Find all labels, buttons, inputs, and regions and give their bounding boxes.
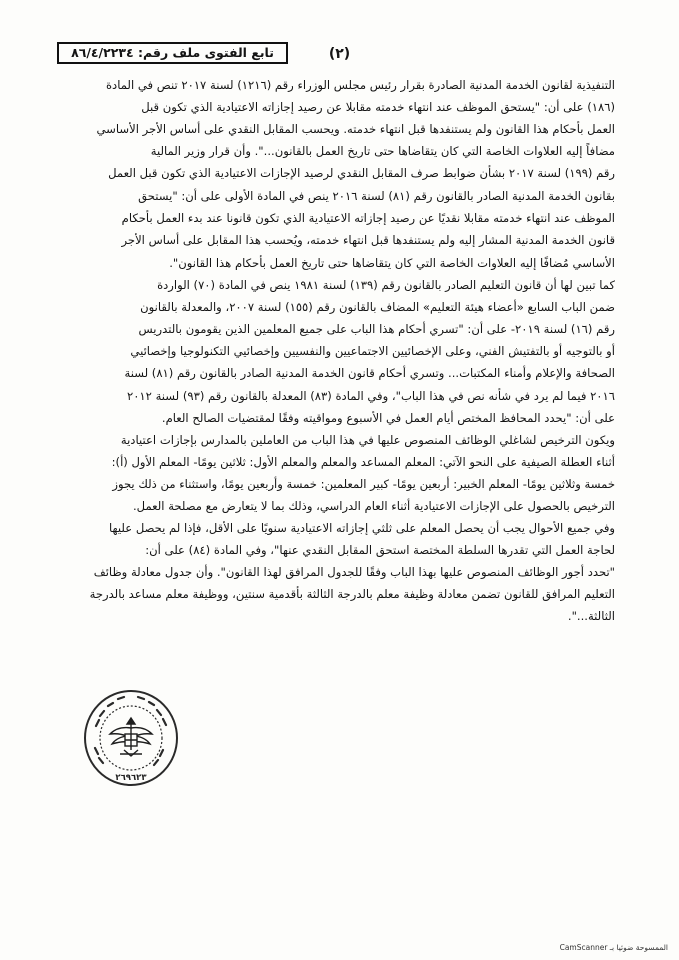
- body-line: الثالثة...".: [567, 609, 615, 623]
- seal-stamp-icon: [82, 688, 180, 788]
- body-line: رقم (١٦) لسنة ٢٠١٩- على أن: "تسري أحكام هذا الباب على جميع المعلمين الذين يقومون بالتدريس: [138, 322, 615, 336]
- body-line: ٢٠١٦ فيما لم يرد في شأنه نص في هذا الباب"، وفي المادة (٨٣) المعدلة بالقانون رقم (٩٣) لسنة ٢٠١٢: [126, 389, 615, 403]
- body-line: مضافاً إليه العلاوات الخاصة التي كان يتقاضاها حتى تاريخ العمل بالقانون...". وأن قرار وزير المالية: [150, 144, 615, 158]
- body-line: لحاجة العمل التي تقدرها السلطة المختصة استحق المقابل النقدي عنها"، وفي المادة (٨٤) على أن:: [145, 543, 615, 557]
- body-line: أو بالتوجيه أو بالتفتيش الفني، وعلى الإخصائيين الاجتماعيين والنفسيين وإخصائيي التكنولوجيا وإخصائيي: [130, 344, 615, 358]
- official-seal: [82, 688, 180, 788]
- body-line: ويكون الترخيص لشاغلي الوظائف المنصوص عليها في هذا الباب من العاملين بالمدارس بإجازات اعتيادية: [120, 433, 615, 447]
- body-line: الأساسي مُضافًا إليه العلاوات الخاصة التي كان يتقاضاها حتى تاريخ العمل بأحكام هذا القانون".: [169, 256, 615, 270]
- body-line: وفي جميع الأحوال يجب أن يحصل المعلم على ثلثي إجازاته الاعتيادية سنويًا على الأقل، فإذا لم يحصل عليها: [109, 521, 615, 535]
- body-line: كما تبين لها أن قانون التعليم الصادر بالقانون رقم (١٣٩) لسنة ١٩٨١ ينص في المادة (٧٠) الواردة: [157, 278, 615, 292]
- body-line: (١٨٦) على أن: "يستحق الموظف عند انتهاء خدمته مقابلا عن رصيد إجازاته الاعتيادية الذي تكون قبل: [141, 100, 615, 114]
- body-line: الموظف عند انتهاء خدمته مقابلا نقديًا عن رصيد إجازاته الاعتيادية الذي تكون قانونا عند بدء العمل بأحكام: [121, 211, 615, 225]
- body-line: رقم (١٩٩) لسنة ٢٠١٧ بشأن ضوابط صرف المقابل النقدي لرصيد الإجازات الاعتيادية الذي تكون قبل العمل: [108, 166, 615, 180]
- body-line: ضمن الباب السابع «أعضاء هيئة التعليم» المضاف بالقانون رقم (١٥٥) لسنة ٢٠٠٧، والمعدلة بالقانون: [140, 300, 615, 314]
- body-line: العمل بأحكام هذا القانون ولم يستنفدها قبل انتهاء خدمته. ويحسب المقابل النقدي على أساس الأجر الأساسي: [96, 122, 615, 136]
- body-line: أثناء العطلة الصيفية على النحو الآتي: المعلم المساعد والمعلم والمعلم الأول: ثلاثين يومًا- المعلم الأول (أ):: [111, 455, 615, 469]
- seal-number: ٢٦٩٦٢٣: [115, 773, 147, 783]
- file-number-label: تابع الفتوى ملف رقم: ٨٦/٤/٢٢٣٤: [71, 45, 274, 60]
- body-line: الصحافة والإعلام وأمناء المكتبات... وتسري أحكام قانون الخدمة المدنية الصادر بالقانون رقم (٨١) لسنة: [124, 366, 615, 380]
- page-number: (٢): [328, 46, 351, 62]
- body-line: "تحدد أجور الوظائف المنصوص عليها بهذا الباب وفقًا للجدول المرافق لهذا القانون". وأن جدول معادلة وظائف: [93, 565, 615, 579]
- body-line: بقانون الخدمة المدنية الصادر بالقانون رقم (٨١) لسنة ٢٠١٦ ينص في المادة الأولى على أن: "يستحق: [138, 189, 615, 203]
- body-line: قانون الخدمة المدنية المشار إليه ولم يستنفدها قبل انتهاء خدمته، ويُحسب هذا المقابل على أساس الأجر: [121, 233, 615, 247]
- body-line: التعليم المرافق للقانون تضمن معادلة وظيفة معلم بالدرجة الثالثة بأقدمية سنتين، ووظيفة معلم مساعد بالدرجة: [89, 587, 615, 601]
- body-line: على أن: "يحدد المحافظ المختص أيام العمل في الأسبوع ومواقيته وفقًا لمقتضيات الصالح العام.: [161, 411, 615, 425]
- scanner-footer: الممسوحة ضوئيا بـ CamScanner: [559, 943, 668, 952]
- body-line: التنفيذية لقانون الخدمة المدنية الصادرة بقرار رئيس مجلس الوزراء رقم (١٢١٦) لسنة ٢٠١٧ تنص في المادة: [105, 78, 615, 92]
- body-line: الترخيص بالحصول على الإجازات الاعتيادية أثناء العام الدراسي، وذلك بما لا يتعارض مع مصلحة العمل.: [133, 499, 615, 513]
- body-line: خمسة وثلاثين يومًا- المعلم الخبير: أربعين يومًا- كبير المعلمين: خمسة وأربعين يومًا، واستثناء من ذلك يجوز: [112, 477, 615, 491]
